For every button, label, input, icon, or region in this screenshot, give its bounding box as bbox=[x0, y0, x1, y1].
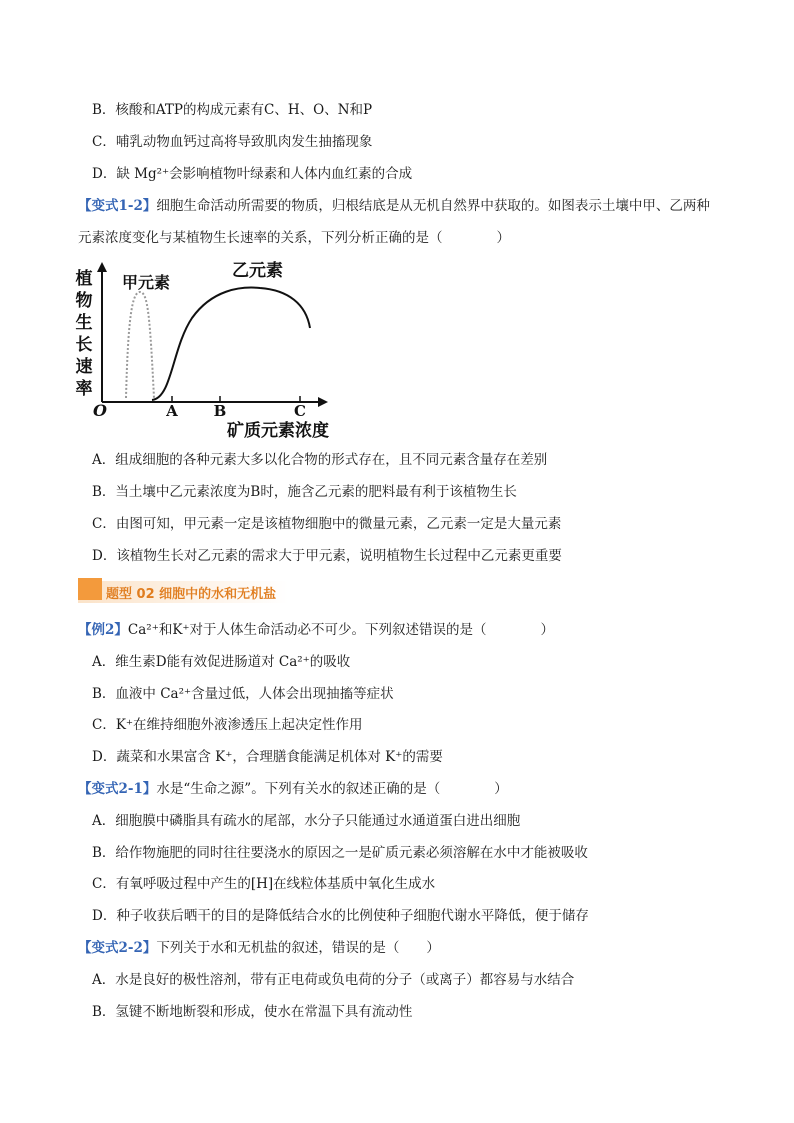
option-a: A．组成细胞的各种元素大多以化合物的形式存在，且不同元素含量存在差别 bbox=[92, 452, 548, 468]
question-tag: 【例2】 bbox=[78, 622, 128, 638]
question-text: 细胞生命活动所需要的物质，归根结底是从无机自然界中获取的。如图表示土壤中甲、乙两种 bbox=[156, 198, 710, 214]
question-text: 水是“生命之源”。下列有关水的叙述正确的是（ ） bbox=[156, 781, 508, 797]
option-d: D．蔬菜和水果富含 K⁺，合理膳食能满足机体对 K⁺的需要 bbox=[92, 749, 443, 765]
tick-label-c: C bbox=[294, 402, 306, 420]
section-header-marker bbox=[78, 578, 102, 600]
option-a: A．水是良好的极性溶剂，带有正电荷或负电荷的分子（或离子）都容易与水结合 bbox=[92, 972, 575, 988]
option-b: B．氢键不断地断裂和形成，使水在常温下具有流动性 bbox=[92, 1004, 413, 1020]
option-b: B．给作物施肥的同时往往要浇水的原因之一是矿质元素必须溶解在水中才能被吸收 bbox=[92, 845, 588, 861]
option-a: A．细胞膜中磷脂具有疏水的尾部，水分子只能通过水通道蛋白进出细胞 bbox=[92, 813, 521, 829]
option-c: C．K⁺在维持细胞外液渗透压上起决定性作用 bbox=[92, 717, 363, 733]
question-tag: 【变式2-2】 bbox=[78, 940, 157, 956]
y-axis-label-char: 植 bbox=[75, 269, 93, 289]
y-axis-label-char: 速 bbox=[75, 357, 93, 377]
tick-label-a: A bbox=[166, 402, 178, 420]
series-yi-curve bbox=[152, 288, 310, 400]
question-tag: 【变式2-1】 bbox=[78, 781, 157, 797]
y-axis-arrow bbox=[97, 262, 107, 272]
origin-label: O bbox=[93, 401, 107, 420]
question-2-2 bbox=[78, 938, 440, 958]
question-text: 下列关于水和无机盐的叙述，错误的是（ ） bbox=[156, 940, 440, 956]
y-axis-label-char: 率 bbox=[75, 379, 93, 399]
option-b: B．核酸和ATP的构成元素有C、H、O、N和P bbox=[92, 102, 373, 118]
y-axis-label-char: 生 bbox=[75, 313, 93, 333]
question-2-1 bbox=[78, 779, 508, 799]
option-d: D．缺 Mg²⁺会影响植物叶绿素和人体内血红素的合成 bbox=[92, 166, 413, 182]
section-header-title: 题型 02 细胞中的水和无机盐 bbox=[106, 587, 277, 602]
series-yi-label: 乙元素 bbox=[232, 261, 283, 281]
option-c: C．哺乳动物血钙过高将导致肌肉发生抽搐现象 bbox=[92, 134, 373, 150]
option-d: D．种子收获后晒干的目的是降低结合水的比例使种子细胞代谢水平降低，便于储存 bbox=[92, 908, 589, 924]
y-axis-label-char: 物 bbox=[75, 291, 93, 311]
x-axis-label: 矿质元素浓度 bbox=[227, 421, 329, 441]
section-header bbox=[78, 578, 378, 606]
option-b: B．血液中 Ca²⁺含量过低，人体会出现抽搐等症状 bbox=[92, 686, 394, 702]
question-1-2-cont: 元素浓度变化与某植物生长速率的关系，下列分析正确的是（ ） bbox=[78, 230, 510, 246]
option-b: B．当土壤中乙元素浓度为B时，施含乙元素的肥料最有利于该植物生长 bbox=[92, 484, 517, 500]
option-a: A．维生素D能有效促进肠道对 Ca²⁺的吸收 bbox=[92, 654, 351, 670]
option-c: C．有氧呼吸过程中产生的[H]在线粒体基质中氧化生成水 bbox=[92, 876, 436, 892]
tick-label-b: B bbox=[213, 402, 227, 420]
question-text: Ca²⁺和K⁺对于人体生命活动必不可少。下列叙述错误的是（ ） bbox=[127, 622, 555, 638]
y-axis-label-char: 长 bbox=[75, 335, 93, 355]
question-tag: 【变式1-2】 bbox=[78, 198, 157, 214]
question-example-2 bbox=[78, 620, 554, 640]
option-d: D．该植物生长对乙元素的需求大于甲元素，说明植物生长过程中乙元素更重要 bbox=[92, 548, 562, 564]
series-jia-label: 甲元素 bbox=[122, 273, 171, 292]
x-axis-arrow bbox=[318, 397, 328, 407]
option-c: C．由图可知，甲元素一定是该植物细胞中的微量元素，乙元素一定是大量元素 bbox=[92, 516, 562, 532]
growth-rate-chart bbox=[60, 258, 360, 448]
series-jia-curve bbox=[126, 292, 154, 398]
question-1-2 bbox=[78, 196, 710, 216]
